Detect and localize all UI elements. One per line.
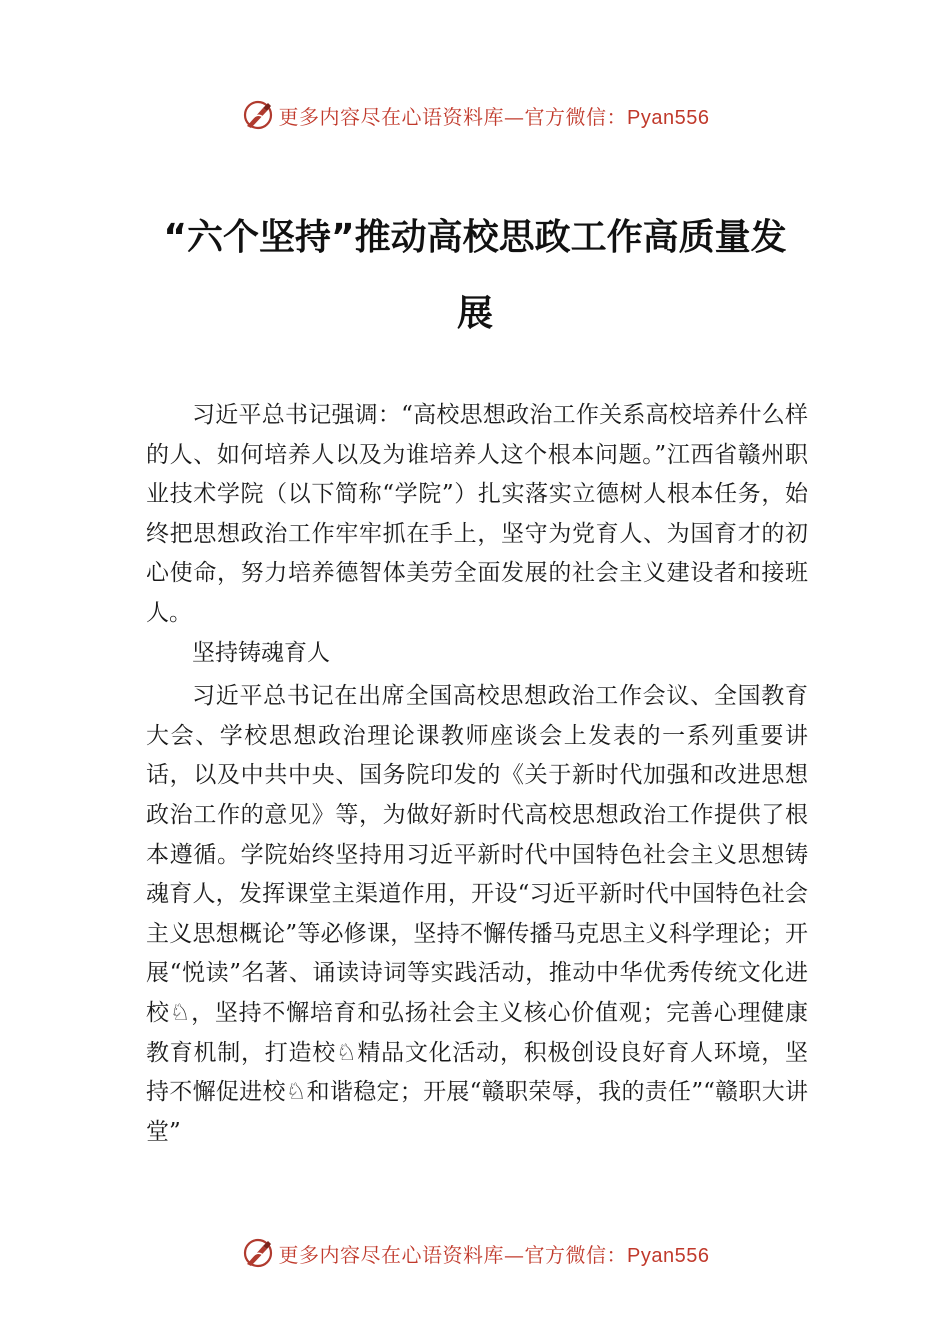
banner-text: 更多内容尽在心语资料库—官方微信：Pyan556 <box>278 104 710 129</box>
header-banner <box>0 95 950 135</box>
pen-logo-icon <box>241 1236 275 1270</box>
paragraph-intro: 习近平总书记强调：“高校思想政治工作关系高校培养什么样的人、如何培养人以及为谁培养人这个根本问题。”江西省赣州职业技术学院（以下简称“学院”）扎实落实立德树人根本任务，始终把思想政治工作牢牢抓在手上，坚守为党育人、为国育才的初心使命，努力培养德智体美劳全面发展的社会主义建设者和接班人。 <box>146 402 808 626</box>
pen-logo-icon <box>241 98 275 132</box>
footer-banner <box>0 1233 950 1273</box>
wechat-id: Pyan556 <box>627 1244 710 1267</box>
banner-text: 更多内容尽在心语资料库—官方微信：Pyan556 <box>278 1242 710 1267</box>
document-body <box>146 396 808 1152</box>
wechat-id: Pyan556 <box>627 106 710 129</box>
paragraph-section-1: 习近平总书记在出席全国高校思想政治工作会议、全国教育大会、学校思想政治理论课教师座谈会上发表的一系列重要讲话，以及中共中央、国务院印发的《关于新时代加强和改进思想政治工作的意见》等，为做好新时代高校思想政治工作提供了根本遵循。学院始终坚持用习近平新时代中国特色社会主义思想铸魂育人，发挥课堂主渠道作用，开设“习近平新时代中国特色社会主义思想概论”等必修课，坚持不懈传播马克思主义科学理论；开展“悦读”名著、诵读诗词等实践活动，推动中华优秀传统文化进校♘，坚持不懈培育和弘扬社会主义核心价值观；完善心理健康教育机制，打造校♘精品文化活动，积极创设良好育人环境，坚持不懈促进校♘和谐稳定；开展“赣职荣辱，我的责任”“赣职大讲堂” <box>146 683 808 1145</box>
document-title: “六个坚持”推动高校思政工作高质量发展 <box>163 217 787 334</box>
section-heading: 坚持铸魂育人 <box>192 639 330 666</box>
